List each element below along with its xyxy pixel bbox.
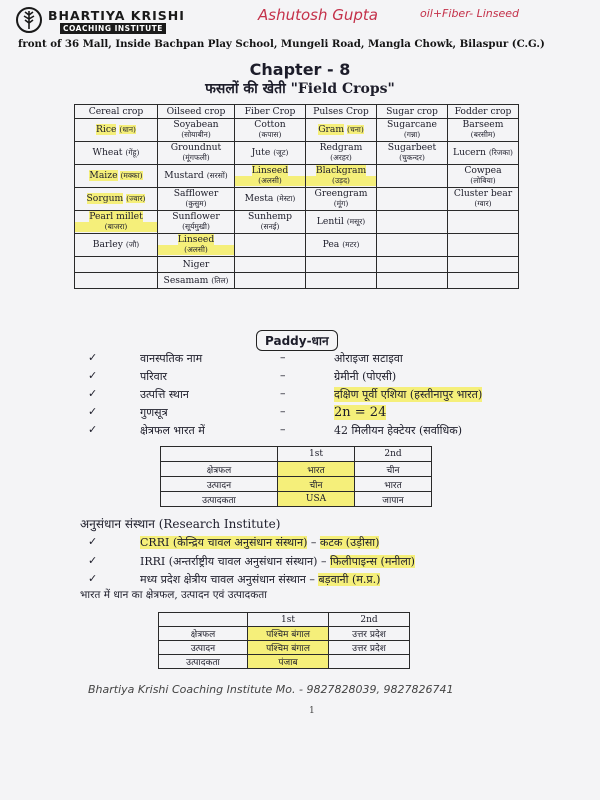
fact-dash: – — [280, 423, 286, 436]
fact-dash: – — [280, 387, 286, 400]
table-cell — [306, 188, 377, 211]
crop-name-hi: (जौ) — [125, 240, 140, 249]
crop-name-hi: (धान) — [119, 125, 136, 134]
list-item — [88, 387, 588, 405]
col-header: 1st — [248, 613, 329, 627]
crop-name-hi: (उड़द) — [306, 176, 376, 186]
table-cell: उत्पादन — [159, 641, 248, 655]
crop-name-en: Gram — [318, 124, 345, 135]
col-header: Pulses Crop — [306, 105, 377, 119]
crop-name-en: Sorgum — [86, 193, 124, 204]
table-cell — [75, 234, 158, 257]
table-row — [75, 234, 519, 257]
check-icon: ✓ — [88, 423, 98, 436]
table-header-row — [161, 447, 432, 462]
table-cell — [448, 142, 519, 165]
col-header — [161, 447, 278, 462]
institute-name: CRRI (केन्द्रिय चावल अनुसंधान संस्थान) — [140, 536, 308, 549]
fact-dash: – — [280, 369, 286, 382]
research-item — [140, 535, 379, 550]
institute-place: फिलीपाइन्स (मनीला) — [329, 555, 415, 568]
crop-name-en: Lucern — [453, 147, 486, 158]
table-cell — [235, 142, 306, 165]
paddy-facts-list — [88, 351, 588, 441]
crop-name-en: Cluster bear — [453, 188, 513, 199]
item-dash: – — [320, 555, 327, 568]
crop-name-hi: (मूंग) — [333, 199, 349, 208]
table-cell — [75, 273, 158, 289]
table-cell — [235, 119, 306, 142]
table-cell — [377, 257, 448, 273]
table-cell — [75, 188, 158, 211]
table-cell — [75, 142, 158, 165]
crop-name-en: Greengram — [314, 188, 368, 199]
table-cell — [377, 142, 448, 165]
crop-name-hi: (सरसों) — [206, 171, 228, 180]
wheat-emblem-icon — [14, 6, 44, 34]
crop-name-hi: (जूट) — [273, 148, 289, 157]
crop-name-hi: (ग्वार) — [474, 199, 492, 208]
table-cell: उत्तर प्रदेश — [329, 627, 410, 641]
crop-name-en: Pea — [322, 239, 340, 250]
fact-value: 42 मिलीयन हेक्टेयर (सर्वाधिक) — [334, 424, 463, 437]
table-cell — [158, 234, 235, 257]
table-cell: जापान — [355, 492, 432, 507]
crop-name-hi: (तिल) — [211, 275, 229, 285]
fact-label: क्षेत्रफल भारत में — [140, 424, 205, 437]
crop-name-en: Safflower — [173, 188, 219, 199]
crop-name-en: Linseed — [251, 165, 289, 176]
chapter-title: Chapter - 8 — [249, 60, 351, 79]
crop-name-en: Wheat — [92, 147, 123, 158]
table-cell — [235, 257, 306, 273]
table-cell — [306, 165, 377, 188]
fact-value: ग्रेमीनी (पोएसी) — [334, 370, 397, 383]
crop-name-en: Niger — [182, 258, 210, 270]
crop-name-hi: (सूर्यमुखी) — [182, 222, 210, 231]
table-cell — [377, 211, 448, 234]
research-item — [140, 572, 380, 587]
table-cell — [158, 257, 235, 273]
table-cell — [448, 211, 519, 234]
table-cell: भारत — [355, 477, 432, 492]
table-cell — [448, 234, 519, 257]
table-cell — [377, 234, 448, 257]
table-row — [75, 273, 519, 289]
table-cell — [329, 655, 410, 669]
check-icon: ✓ — [88, 405, 98, 418]
check-icon: ✓ — [88, 387, 98, 400]
crop-name-hi: (चना) — [347, 125, 364, 134]
table-header-row — [159, 613, 410, 627]
fact-label: उत्पत्ति स्थान — [140, 388, 189, 401]
fact-label: परिवार — [140, 370, 168, 383]
crop-name-hi: (बरसीम) — [470, 130, 496, 139]
crop-name-en: Lentil — [316, 216, 344, 227]
page-number: 1 — [309, 706, 315, 716]
table-cell: चीन — [355, 462, 432, 477]
fact-value: दक्षिण पूर्वी एशिया (हस्तीनापुर भारत) — [334, 388, 483, 401]
crop-name-hi: (मेस्टा) — [276, 194, 296, 203]
crop-table-body — [75, 119, 519, 289]
crop-name-en: Sugarcane — [387, 119, 437, 130]
research-institute-title: अनुसंधान संस्थान (Research Institute) — [80, 517, 281, 531]
table-cell — [448, 257, 519, 273]
fact-value: ओराइजा सटाइवा — [334, 352, 403, 365]
table-cell — [306, 273, 377, 289]
crop-name-hi: (मटर) — [342, 240, 360, 249]
table-cell — [158, 119, 235, 142]
fact-dash: – — [280, 351, 286, 364]
paddy-heading: Paddy-धान — [256, 330, 338, 351]
crop-name-en: Cowpea — [464, 165, 502, 176]
table-cell — [377, 165, 448, 188]
list-item — [88, 351, 588, 369]
crop-name-hi: (चुकन्दर) — [399, 153, 425, 162]
table-cell — [448, 165, 519, 188]
institute-logo — [14, 6, 214, 36]
check-icon: ✓ — [88, 369, 98, 382]
table-row — [75, 257, 519, 273]
table-cell: उत्तर प्रदेश — [329, 641, 410, 655]
world-ranking-table — [160, 446, 432, 507]
fact-value: 2n = 24 — [334, 405, 387, 420]
crop-name-hi: (गेंहू) — [125, 148, 140, 157]
crop-name-en: Soyabean — [173, 119, 219, 130]
table-cell — [377, 273, 448, 289]
page-header — [0, 0, 600, 48]
crop-name-en: Groundnut — [170, 142, 222, 153]
table-cell: पश्चिम बंगाल — [248, 641, 329, 655]
col-header: Oilseed crop — [158, 105, 235, 119]
table-cell — [75, 165, 158, 188]
table-cell: चीन — [278, 477, 355, 492]
india-stats-title: भारत में धान का क्षेत्रफल, उत्पादन एवं उत्पादकता — [80, 589, 267, 601]
crop-name-hi: (अरहर) — [330, 153, 352, 162]
crop-name-hi: (मूंगफली) — [182, 153, 210, 162]
crop-name-en: Pearl millet — [89, 211, 143, 222]
crop-name-en: Redgram — [319, 142, 363, 153]
table-cell — [75, 119, 158, 142]
table-row — [159, 655, 410, 669]
table-cell: क्षेत्रफल — [159, 627, 248, 641]
check-icon: ✓ — [88, 351, 98, 364]
table-row — [75, 188, 519, 211]
crop-name-en: Jute — [251, 147, 271, 158]
table-cell — [235, 234, 306, 257]
check-icon: ✓ — [88, 554, 98, 567]
table-cell — [75, 257, 158, 273]
crop-name-hi: (अलसी) — [158, 245, 234, 255]
table-cell — [158, 211, 235, 234]
table-row — [161, 492, 432, 507]
col-header: Cereal crop — [75, 105, 158, 119]
table-cell — [235, 273, 306, 289]
india-ranking-table — [158, 612, 410, 669]
crop-name-en: Blackgram — [315, 165, 367, 176]
col-header: Fodder crop — [448, 105, 519, 119]
crop-name-en: Barley — [92, 239, 123, 250]
table-cell — [235, 211, 306, 234]
table-cell: उत्पादन — [161, 477, 278, 492]
table-row — [161, 477, 432, 492]
col-header — [159, 613, 248, 627]
crop-name-hi: (सनई) — [260, 222, 280, 231]
table-cell — [235, 188, 306, 211]
crop-name-hi: (कुसुम) — [185, 199, 207, 208]
crop-name-en: Maize — [89, 170, 118, 181]
col-header: Fiber Crop — [235, 105, 306, 119]
col-header: 1st — [278, 447, 355, 462]
table-cell — [377, 188, 448, 211]
institute-address: front of 36 Mall, Inside Bachpan Play School, Mungeli Road, Mangla Chowk, Bilaspur (C.G.) — [18, 38, 545, 50]
table-cell — [448, 119, 519, 142]
table-row — [75, 119, 519, 142]
institute-name: मध्य प्रदेश क्षेत्रीय चावल अनुसंधान संस्थान — [140, 573, 306, 586]
list-item — [88, 405, 588, 423]
col-header: Sugar crop — [377, 105, 448, 119]
crop-name-en: Linseed — [177, 234, 215, 245]
table-cell — [158, 165, 235, 188]
crop-name-en: Sesamam — [163, 274, 209, 286]
handwritten-note: oil+Fiber- Linseed — [420, 7, 519, 20]
crop-name-en: Sugarbeet — [387, 142, 437, 153]
table-cell: क्षेत्रफल — [161, 462, 278, 477]
crop-name-en: Mesta — [244, 193, 274, 204]
fact-label: वानस्पतिक नाम — [140, 352, 203, 365]
fact-dash: – — [280, 405, 286, 418]
table-cell: उत्पादकता — [161, 492, 278, 507]
table-cell — [306, 211, 377, 234]
crop-name-en: Sunflower — [172, 211, 220, 222]
item-dash: – — [310, 536, 317, 549]
fact-label: गुणसूत्र — [140, 406, 168, 419]
handwritten-name: Ashutosh Gupta — [258, 6, 378, 24]
table-cell — [306, 257, 377, 273]
table-row — [159, 641, 410, 655]
table-cell — [306, 119, 377, 142]
table-cell: भारत — [278, 462, 355, 477]
crop-name-hi: (ज्वार) — [126, 194, 146, 203]
crop-classification-table — [74, 104, 519, 289]
table-row — [75, 211, 519, 234]
crop-name-hi: (रिजका) — [488, 148, 513, 157]
table-row — [75, 165, 519, 188]
check-icon: ✓ — [88, 535, 98, 548]
crop-name-hi: (बाजरा) — [75, 222, 157, 232]
crop-name-hi: (लोबिया) — [470, 176, 496, 185]
crop-name-en: Barseem — [462, 119, 504, 130]
table-cell: पंजाब — [248, 655, 329, 669]
research-item — [140, 554, 415, 569]
table-cell — [306, 234, 377, 257]
footer-contact: Bhartiya Krishi Coaching Institute Mo. - 9827828039, 9827826741 — [88, 683, 454, 696]
table-cell — [158, 273, 235, 289]
logo-sub-text: COACHING INSTITUTE — [60, 23, 166, 34]
table-cell — [158, 142, 235, 165]
table-cell — [377, 119, 448, 142]
table-cell — [448, 273, 519, 289]
list-item — [88, 369, 588, 387]
crop-name-hi: (कपास) — [258, 130, 282, 139]
item-dash: – — [309, 573, 315, 586]
crop-name-en: Cotton — [254, 119, 286, 130]
table-cell — [75, 211, 158, 234]
table-cell: उत्पादकता — [159, 655, 248, 669]
table-cell: पश्चिम बंगाल — [248, 627, 329, 641]
list-item — [88, 423, 588, 441]
crop-name-hi: (गन्ना) — [403, 130, 421, 139]
check-icon: ✓ — [88, 572, 98, 585]
crop-name-en: Sunhemp — [247, 211, 293, 222]
table-header-row — [75, 105, 519, 119]
crop-name-hi: (मक्का) — [120, 171, 143, 180]
table-row — [75, 142, 519, 165]
table-cell — [306, 142, 377, 165]
col-header: 2nd — [355, 447, 432, 462]
institute-place: बड़वानी (म.प्र.) — [318, 573, 381, 586]
col-header: 2nd — [329, 613, 410, 627]
table-row — [159, 627, 410, 641]
institute-name: IRRI (अन्तर्राष्ट्रीय चावल अनुसंधान संस्थान) — [140, 555, 318, 568]
logo-main-text: BHARTIYA KRISHI — [48, 8, 185, 23]
table-cell — [158, 188, 235, 211]
crop-name-en: Rice — [96, 124, 117, 135]
table-cell — [448, 188, 519, 211]
institute-place: कटक (उड़ीसा) — [319, 536, 380, 549]
table-row — [161, 462, 432, 477]
crop-name-hi: (सोयाबीन) — [181, 130, 211, 139]
table-cell — [235, 165, 306, 188]
crop-name-hi: (अलसी) — [235, 176, 305, 186]
crop-name-hi: (मसूर) — [346, 217, 366, 226]
crop-name-en: Mustard — [164, 170, 204, 181]
chapter-subtitle: फसलों की खेती "Field Crops" — [205, 81, 395, 97]
table-cell: USA — [278, 492, 355, 507]
